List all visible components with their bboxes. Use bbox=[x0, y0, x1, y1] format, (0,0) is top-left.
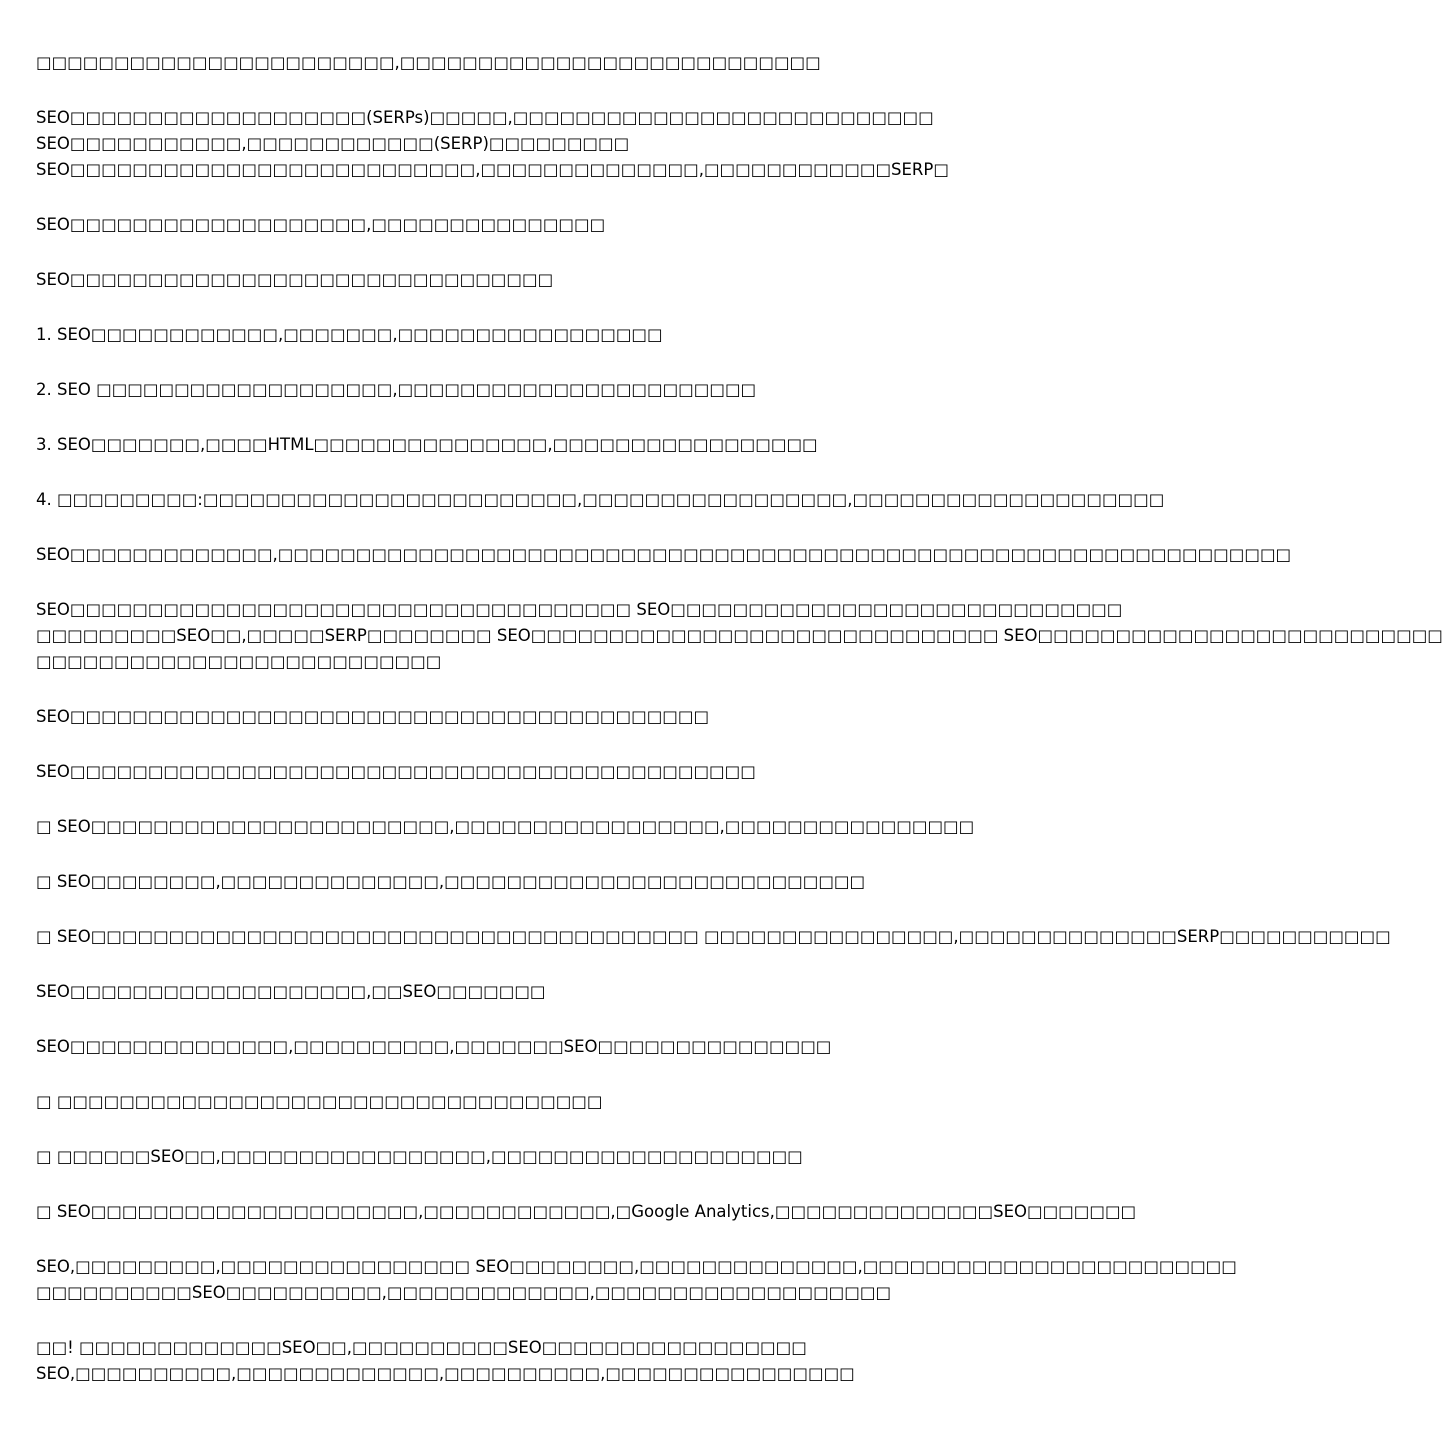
text-paragraph bbox=[36, 377, 986, 403]
text-line: SEO□□□□□□□□□□□□□□□□□□□,□□SEO□□□□□□□ bbox=[36, 982, 546, 1001]
text-paragraph bbox=[36, 50, 986, 76]
text-paragraph bbox=[36, 869, 986, 895]
text-line: 3. SEO□□□□□□□,□□□□HTML□□□□□□□□□□□□□□□,□□□□□□□□□□□□□□□□□ bbox=[36, 435, 818, 454]
text-line: □□□□□□□□□□□□□□□□□□□□□□□□□□ bbox=[36, 652, 442, 671]
text-paragraph bbox=[36, 759, 986, 785]
text-line: 2. SEO □□□□□□□□□□□□□□□□□□□,□□□□□□□□□□□□□□□□□□□□□□□ bbox=[36, 380, 757, 399]
text-paragraph bbox=[36, 1199, 1137, 1225]
text-line: □ □□□□□□□□□□□□□□□□□□□□□□□□□□□□□□□□□□□ bbox=[36, 1092, 603, 1111]
text-line: □ SEO□□□□□□□□□□□□□□□□□□□□□□□,□□□□□□□□□□□□□□□□□,□□□□□□□□□□□□□□□□ bbox=[36, 817, 975, 836]
text-line: □ SEO□□□□□□□□,□□□□□□□□□□□□□□,□□□□□□□□□□□□□□□□□□□□□□□□□□□ bbox=[36, 872, 866, 891]
text-paragraph bbox=[36, 542, 1292, 568]
text-line: SEO□□□□□□□□□□□□□□□□□□□□□□□□□□□□□□□□□□□□□□□□□□□□ bbox=[36, 762, 756, 781]
text-line: SEO□□□□□□□□□□□□□□,□□□□□□□□□□,□□□□□□□SEO□□□□□□□□□□□□□□□ bbox=[36, 1037, 832, 1056]
text-paragraph bbox=[36, 105, 986, 183]
text-paragraph bbox=[36, 979, 986, 1005]
text-line: □□□□□□□□□□SEO□□□□□□□□□□,□□□□□□□□□□□□□,□□□□□□□□□□□□□□□□□□□ bbox=[36, 1283, 892, 1302]
text-paragraph bbox=[36, 1254, 1237, 1306]
text-paragraph bbox=[36, 704, 986, 730]
text-paragraph bbox=[36, 924, 1391, 950]
text-line: SEO□□□□□□□□□□□□□□□□□□□(SERPs)□□□□□,□□□□□□□□□□□□□□□□□□□□□□□□□□□ bbox=[36, 108, 934, 127]
text-line: □ SEO□□□□□□□□□□□□□□□□□□□□□□□□□□□□□□□□□□□□□□□ □□□□□□□□□□□□□□□□,□□□□□□□□□□□□□□SERP□□□□□□□□□□□ bbox=[36, 927, 1391, 946]
text-line: □□! □□□□□□□□□□□□□SEO□□,□□□□□□□□□□SEO□□□□□□□□□□□□□□□□□ bbox=[36, 1338, 807, 1357]
text-line: SEO,□□□□□□□□□□,□□□□□□□□□□□□□,□□□□□□□□□□,□□□□□□□□□□□□□□□□ bbox=[36, 1364, 855, 1383]
text-line: □ SEO□□□□□□□□□□□□□□□□□□□□□,□□□□□□□□□□□□,□Google Analytics,□□□□□□□□□□□□□□SEO□□□□□□□ bbox=[36, 1202, 1137, 1221]
text-line: SEO□□□□□□□□□□□□□□□□□□□,□□□□□□□□□□□□□□□ bbox=[36, 215, 606, 234]
text-paragraph bbox=[36, 814, 986, 840]
text-line: 1. SEO□□□□□□□□□□□□,□□□□□□□,□□□□□□□□□□□□□□□□□ bbox=[36, 325, 663, 344]
text-paragraph bbox=[36, 1335, 986, 1387]
text-line: SEO,□□□□□□□□□,□□□□□□□□□□□□□□□□ SEO□□□□□□□□,□□□□□□□□□□□□□□,□□□□□□□□□□□□□□□□□□□□□□□□ bbox=[36, 1257, 1237, 1276]
text-paragraph bbox=[36, 1144, 986, 1170]
text-paragraph bbox=[36, 1034, 986, 1060]
text-line: SEO□□□□□□□□□□□□□,□□□□□□□□□□□□□□□□□□□□□□□□□□□□□□□□□□□□□□□□□□□□□□□□□□□□□□□□□□□□□□□□□ bbox=[36, 545, 1292, 564]
text-paragraph bbox=[36, 487, 1165, 513]
text-paragraph bbox=[36, 212, 986, 238]
text-paragraph bbox=[36, 267, 986, 293]
text-line: □□□□□□□□□□□□□□□□□□□□□□□,□□□□□□□□□□□□□□□□□□□□□□□□□□□ bbox=[36, 53, 821, 72]
text-line: 4. □□□□□□□□□:□□□□□□□□□□□□□□□□□□□□□□□□,□□□□□□□□□□□□□□□□□,□□□□□□□□□□□□□□□□□□□□ bbox=[36, 490, 1165, 509]
text-paragraph bbox=[36, 597, 1443, 675]
text-line: SEO□□□□□□□□□□□□□□□□□□□□□□□□□□□□□□□□□□□□□□□□□ bbox=[36, 707, 710, 726]
text-paragraph bbox=[36, 1089, 986, 1115]
text-line: □□□□□□□□□SEO□□,□□□□□SERP□□□□□□□□ SEO□□□□□□□□□□□□□□□□□□□□□□□□□□□□□□ SEO□□□□□□□□□□□□□□□□□□□□□□□□□□ bbox=[36, 626, 1443, 645]
text-line: SEO□□□□□□□□□□□□□□□□□□□□□□□□□□□□□□□□□□□□ SEO□□□□□□□□□□□□□□□□□□□□□□□□□□□□□ bbox=[36, 600, 1123, 619]
text-line: SEO□□□□□□□□□□□,□□□□□□□□□□□□(SERP)□□□□□□□□□ bbox=[36, 134, 630, 153]
text-paragraph bbox=[36, 432, 986, 458]
text-paragraph bbox=[36, 322, 986, 348]
text-line: □ □□□□□□SEO□□,□□□□□□□□□□□□□□□□□,□□□□□□□□□□□□□□□□□□□□ bbox=[36, 1147, 803, 1166]
text-line: SEO□□□□□□□□□□□□□□□□□□□□□□□□□□□□□□□ bbox=[36, 270, 554, 289]
text-line: SEO□□□□□□□□□□□□□□□□□□□□□□□□□□,□□□□□□□□□□□□□□,□□□□□□□□□□□□SERP□ bbox=[36, 160, 949, 179]
